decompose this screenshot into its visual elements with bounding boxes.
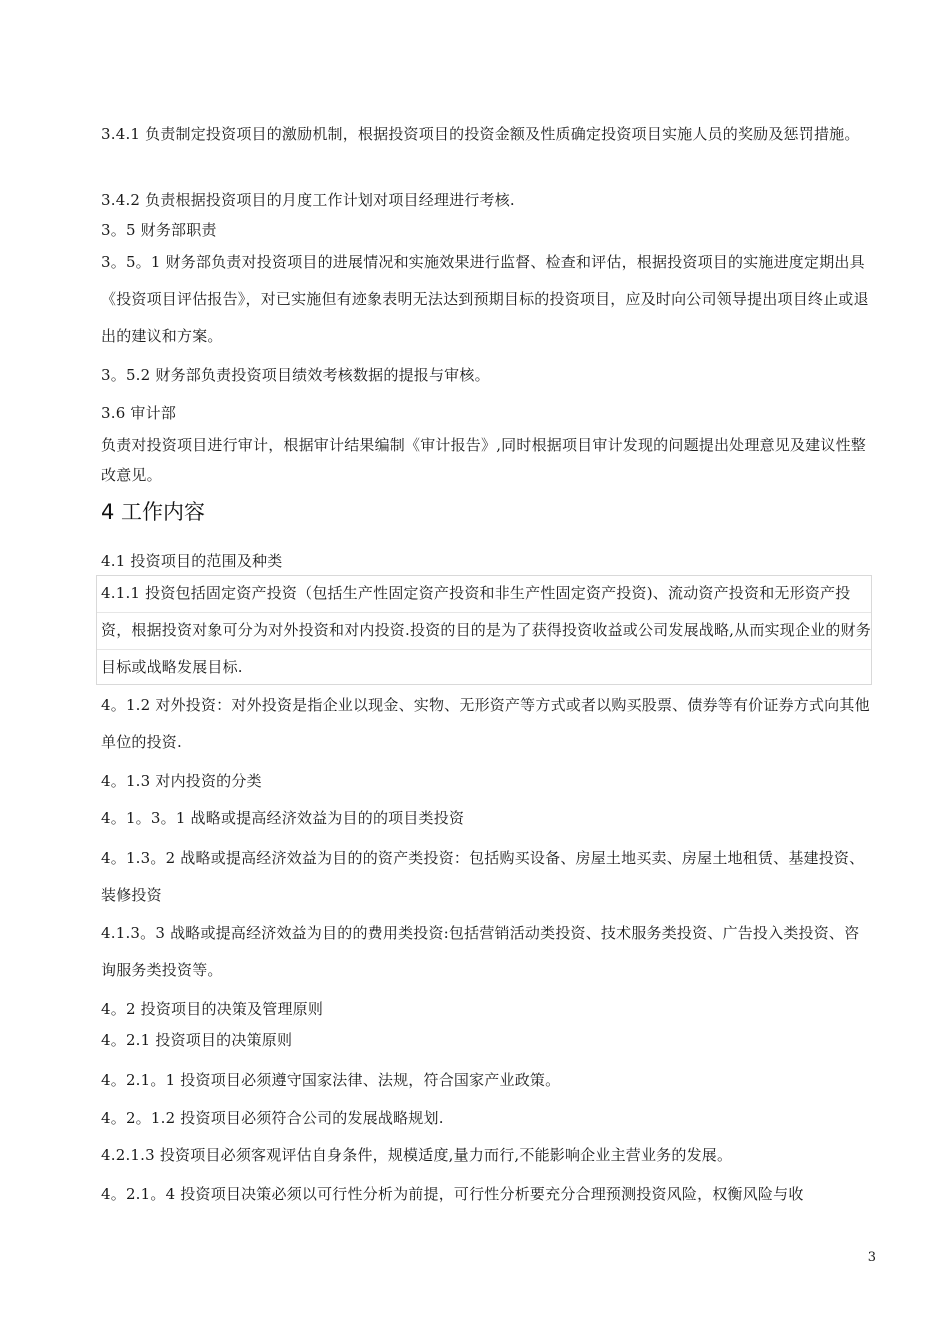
paragraph-4-1-3-2: 4。1.3。2 战略或提高经济效益为目的的资产类投资：包括购买设备、房屋土地买卖、房屋土地租赁、基建投资、装修投资 — [101, 849, 865, 904]
section-4-1-title: 4.1 投资项目的范围及种类 — [101, 552, 283, 570]
paragraph-4-1-3-1: 4。1。3。1 战略或提高经济效益为目的的项目类投资 — [101, 809, 465, 827]
section-4-heading: 4 工作内容 — [101, 500, 206, 524]
paragraph-3-6-body: 负责对投资项目进行审计，根据审计结果编制《审计报告》,同时根据项目审计发现的问题提出处理意见及建议性整改意见。 — [101, 436, 866, 484]
section-3-5-title: 3。5 财务部职责 — [101, 221, 217, 239]
paragraph-4-2-1-2: 4。2。1.2 投资项目必须符合公司的发展战略规划. — [101, 1109, 444, 1127]
paragraph-3-4-1: 3.4.1 负责制定投资项目的激励机制，根据投资项目的投资金额及性质确定投资项目实施人员的奖励及惩罚措施。 — [101, 125, 860, 143]
paragraph-3-5-2: 3。5.2 财务部负责投资项目绩效考核数据的提报与审核。 — [101, 366, 490, 384]
section-4-2-title: 4。2 投资项目的决策及管理原则 — [101, 1000, 324, 1018]
paragraph-3-5-1: 3。5。1 财务部负责对投资项目的进展情况和实施效果进行监督、检查和评估，根据投资项目的实施进度定期出具《投资项目评估报告》，对已实施但有迹象表明无法达到预期目标的投资项目，应及时向公司领导提出项目终止或退出的建议和方案。 — [101, 253, 869, 345]
paragraph-4-1-1: 4.1.1 投资包括固定资产投资（包括生产性固定资产投资和非生产性固定资产投资)、流动资产投资和无形资产投资，根据投资对象可分为对外投资和对内投资.投资的目的是为了获得投资收益或公司发展战略,从而实现企业的财务目标或战略发展目标. — [101, 584, 871, 676]
paragraph-4-1-3-3: 4.1.3。3 战略或提高经济效益为目的的费用类投资:包括营销活动类投资、技术服务类投资、广告投入类投资、咨询服务类投资等。 — [101, 924, 860, 979]
paragraph-4-2-1-3: 4.2.1.3 投资项目必须客观评估自身条件，规模适度,量力而行,不能影响企业主营业务的发展。 — [101, 1146, 733, 1164]
paragraph-4-1-2: 4。1.2 对外投资：对外投资是指企业以现金、实物、无形资产等方式或者以购买股票、债券等有价证券方式向其他单位的投资. — [101, 696, 870, 751]
paragraph-3-4-2: 3.4.2 负责根据投资项目的月度工作计划对项目经理进行考核. — [101, 191, 515, 209]
paragraph-4-1-3: 4。1.3 对内投资的分类 — [101, 772, 262, 790]
section-3-6-title: 3.6 审计部 — [101, 404, 177, 422]
paragraph-4-2-1-4: 4。2.1。4 投资项目决策必须以可行性分析为前提，可行性分析要充分合理预测投资风险，权衡风险与收 — [101, 1185, 804, 1203]
paragraph-4-2-1: 4。2.1 投资项目的决策原则 — [101, 1031, 293, 1049]
paragraph-4-2-1-1: 4。2.1。1 投资项目必须遵守国家法律、法规，符合国家产业政策。 — [101, 1071, 561, 1089]
page-number: 3 — [867, 1250, 876, 1265]
